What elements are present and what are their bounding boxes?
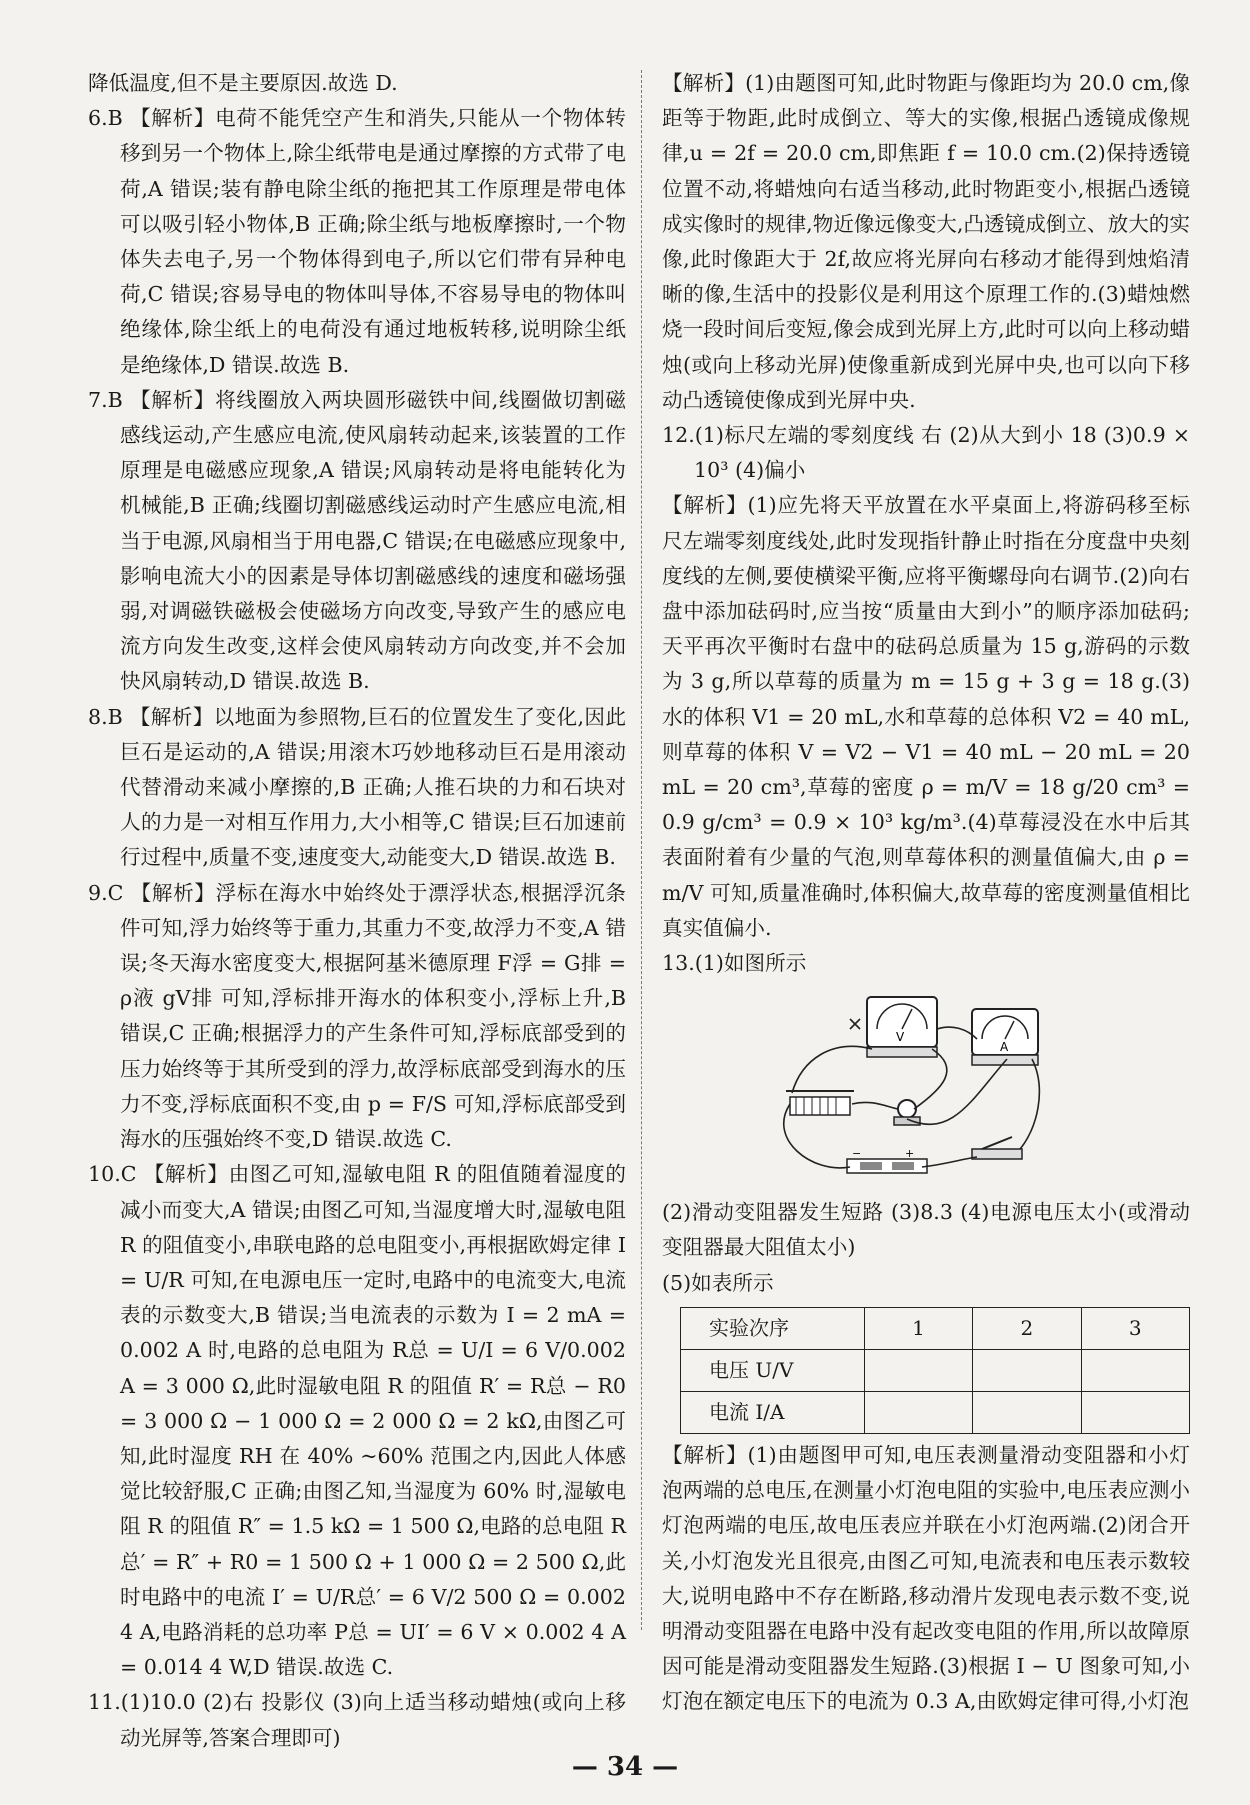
answer-12: 12.(1)标尺左端的零刻度线 右 (2)从大到小 18 (3)0.9 × 10³ (4)偏小 <box>662 423 1190 483</box>
table-cell: 电流 I/A <box>681 1391 865 1433</box>
para-left-0: 降低温度,但不是主要原因.故选 D. <box>88 71 398 95</box>
circuit-diagram <box>772 989 1072 1189</box>
table-row <box>681 1391 1190 1433</box>
answer-13-part1: 13.(1)如图所示 <box>662 951 807 976</box>
table-cell <box>864 1349 972 1391</box>
answer-11: 11.(1)10.0 (2)右 投影仪 (3)向上适当移动蜡烛(或向上移动光屏等,答案合理即可) <box>88 1690 626 1750</box>
table-header-cell: 1 <box>864 1307 972 1349</box>
table-cell <box>1081 1391 1189 1433</box>
answer-9: 9.C 【解析】浮标在海水中始终处于漂浮状态,根据浮沉条件可知,浮力始终等于重力,其重力不变,故浮力不变,A 错误;冬天海水密度变大,根据阿基米德原理 F浮 = G排 = ρ液 gV排 可知,浮标排开海水的体积变小,浮标上升,B 错误,C 正确;根据浮力的产生条件可知,浮标底部受到的压力始终等于其所受到的浮力,故浮标底部受到海水的压力不变,浮标底面积不变,由 p = F/S 可知,浮标底部受到海水的压强始终不变,D 错误.故选 C. <box>88 880 626 1152</box>
answer-7: 7.B 【解析】将线圈放入两块圆形磁铁中间,线圈做切割磁感线运动,产生感应电流,使风扇转动起来,该装置的工作原理是电磁感应现象,A 错误;风扇转动是将电能转化为机械能,B 正确;线圈切割磁感线运动时产生感应电流,相当于电源,风扇相当于用电器,C 错误;在电磁感应现象中,影响电流大小的因素是导体切割磁感线的速度和磁场强弱,对调磁铁磁极会使磁场方向改变,导致产生的感应电流方向发生改变,这样会使风扇转动方向改变,并不会加快风扇转动,D 错误.故选 B. <box>88 387 626 694</box>
column-divider <box>641 70 642 1630</box>
analysis-11: 【解析】(1)由题图可知,此时物距与像距均为 20.0 cm,像距等于物距,此时成倒立、等大的实像,根据凸透镜成像规律,u = 2f = 20.0 cm,即焦距 f = 10.0 cm.(2)保持透镜位置不动,将蜡烛向右适当移动,此时物距变小,根据凸透镜成实像时的规律,物近像远像变大,凸透镜成倒立、放大的实像,此时像距大于 2f,故应将光屏向右移动才能得到烛焰清晰的像,生活中的投影仪是利用这个原理工作的.(3)蜡烛燃烧一段时间后变短,像会成到光屏上方,此时可以向上移动蜡烛(或向上移动光屏)使像重新成到光屏中央,也可以向下移动凸透镜使像成到光屏中央. <box>662 71 1190 412</box>
battery-icon <box>847 1147 927 1173</box>
rheostat-icon <box>786 1091 854 1115</box>
left-column <box>88 66 626 1756</box>
table-cell <box>864 1391 972 1433</box>
ammeter-label: A <box>1000 1040 1009 1055</box>
switch-icon <box>972 1137 1022 1159</box>
right-column <box>662 66 1190 1720</box>
table-header-cell: 实验次序 <box>681 1307 865 1349</box>
battery-minus: − <box>852 1147 862 1161</box>
table-caption: (5)如表所示 <box>662 1270 774 1295</box>
table-row <box>681 1349 1190 1391</box>
table-header-cell: 2 <box>973 1307 1081 1349</box>
analysis-12: 【解析】(1)应先将天平放置在水平桌面上,将游码移至标尺左端零刻度线处,此时发现指针静止时指在分度盘中央刻度线的左侧,要使横梁平衡,应将平衡螺母向右调节.(2)向右盘中添加砝码时,应当按“质量由大到小”的顺序添加砝码;天平再次平衡时右盘中的砝码总质量为 15 g,游码的示数为 3 g,所以草莓的质量为 m = 15 g + 3 g = 18 g.(3)水的体积 V1 = 20 mL,水和草莓的总体积 V2 = 40 mL,则草莓的体积 V = V2 − V1 = 40 mL − 20 mL = 20 mL = 20 cm³,草莓的密度 ρ = m/V = 18 g/20 cm³ = 0.9 g/cm³ = 0.9 × 10³ kg/m³.(4)草莓浸没在水中后其表面附着有少量的气泡,则草莓体积的测量值偏大,由 ρ = m/V 可知,质量准确时,体积偏大,故草莓的密度测量值相比真实值偏小. <box>662 493 1190 940</box>
answer-6: 6.B 【解析】电荷不能凭空产生和消失,只能从一个物体转移到另一个物体上,除尘纸带电是通过摩擦的方式带了电荷,A 错误;装有静电除尘纸的拖把其工作原理是带电体可以吸引轻小物体,B 正确;除尘纸与地板摩擦时,一个物体失去电子,另一个物体得到电子,所以它们带有异种电荷,C 错误;容易导电的物体叫导体,不容易导电的物体叫绝缘体,除尘纸上的电荷没有通过地板转移,说明除尘纸是绝缘体,D 错误.故选 B. <box>88 106 626 377</box>
data-table <box>680 1307 1190 1434</box>
table-cell <box>973 1391 1081 1433</box>
answer-13-part2: (2)滑动变阻器发生短路 (3)8.3 (4)电源电压太小(或滑动变阻器最大阻值太小) <box>662 1200 1190 1260</box>
answer-8: 8.B 【解析】以地面为参照物,巨石的位置发生了变化,因此巨石是运动的,A 错误;用滚木巧妙地移动巨石是用滚动代替滑动来减小摩擦的,B 正确;人推石块的力和石块对人的力是一对相互作用力,大小相等,C 错误;巨石加速前行过程中,质量不变,速度变大,动能变大,D 错误.故选 B. <box>88 704 626 870</box>
answer-10: 10.C 【解析】由图乙可知,湿敏电阻 R 的阻值随着湿度的减小而变大,A 错误;由图乙可知,当湿度增大时,湿敏电阻 R 的阻值变小,串联电路的总电阻变小,再根据欧姆定律 I = U/R 可知,在电源电压一定时,电路中的电流变大,电流表的示数变大,B 错误;当电流表的示数为 I = 2 mA = 0.002 A 时,电路的总电阻为 R总 = U/I = 6 V/0.002 A = 3 000 Ω,此时湿敏电阻 R 的阻值 R′ = R总 − R0 = 3 000 Ω − 1 000 Ω = 2 000 Ω = 2 kΩ,由图乙可知,此时湿度 RH 在 40% ~60% 范围之内,因此人体感觉比较舒服,C 正确;由图乙知,当湿度为 60% 时,湿敏电阻 R 的阻值 R″ = 1.5 kΩ = 1 500 Ω,电路的总电阻 R总′ = R″ + R0 = 1 500 Ω + 1 000 Ω = 2 500 Ω,此时电路中的电流 I′ = U/R总′ = 6 V/2 500 Ω = 0.002 4 A,电路消耗的总功率 P总 = UI′ = 6 V × 0.002 4 A = 0.014 4 W,D 错误.故选 C. <box>88 1162 626 1680</box>
bulb-icon <box>894 1100 920 1125</box>
voltmeter-icon <box>867 997 937 1057</box>
table-row <box>681 1307 1190 1349</box>
table-cell <box>973 1349 1081 1391</box>
table-cell: 电压 U/V <box>681 1349 865 1391</box>
page-number: — 34 — <box>571 1752 679 1782</box>
analysis-13: 【解析】(1)由题图甲可知,电压表测量滑动变阻器和小灯泡两端的总电压,在测量小灯泡电阻的实验中,电压表应测小灯泡两端的电压,故电压表应并联在小灯泡两端.(2)闭合开关,小灯泡发光且很亮,由图乙可知,电流表和电压表示数较大,说明电路中不存在断路,移动滑片发现电表示数不变,说明滑动变阻器在电路中没有起改变电阻的作用,所以故障原因可能是滑动变阻器发生短路.(3)根据 I − U 图象可知,小灯泡在额定电压下的电流为 0.3 A,由欧姆定律可得,小灯泡 <box>662 1442 1190 1714</box>
table-cell <box>1081 1349 1189 1391</box>
ammeter-icon <box>972 1009 1038 1065</box>
battery-plus: + <box>905 1147 915 1161</box>
voltmeter-label: V <box>896 1030 905 1045</box>
table-header-cell: 3 <box>1081 1307 1189 1349</box>
